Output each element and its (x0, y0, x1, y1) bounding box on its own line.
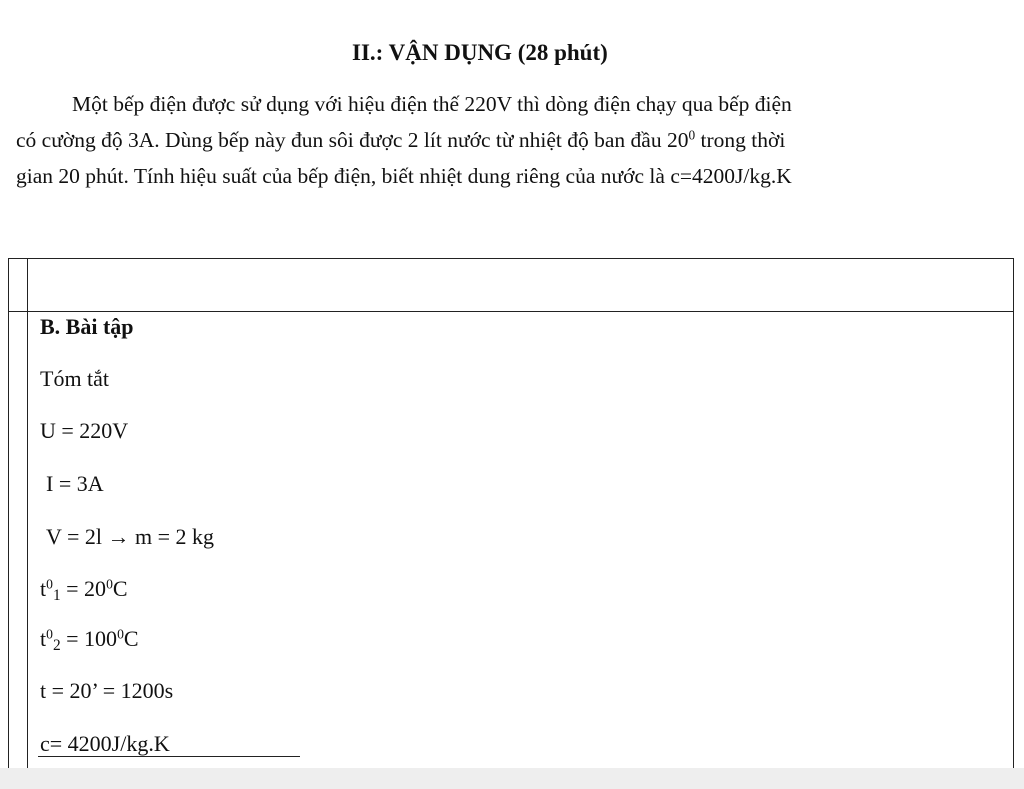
given-initial-temperature (40, 576, 128, 602)
problem-line-2 (16, 122, 1006, 158)
bottom-strip (0, 768, 1024, 789)
t2-symbol: t (40, 626, 47, 651)
section-heading: II.: VẬN DỤNG (28 phút) (352, 40, 608, 65)
t1-degree: 0 (46, 576, 53, 592)
given-final-temperature (40, 626, 139, 652)
given-current: I = 3A (46, 471, 104, 496)
problem-line-1: Một bếp điện được sử dụng với hiệu điện thế 220V thì dòng điện chạy qua bếp điện (72, 92, 792, 116)
problem-line-3: gian 20 phút. Tính hiệu suất của bếp điện, biết nhiệt dung riêng của nước là c=4200J/kg.K (16, 164, 792, 188)
degree-superscript: 0 (688, 127, 696, 143)
t2-value: = 100 (60, 626, 118, 651)
problem-line-2-tail: trong thời (695, 128, 786, 152)
t1-index: 1 (52, 586, 61, 604)
problem-statement (16, 86, 1006, 194)
table-row-divider (9, 311, 1013, 312)
t1-value-degree: 0 (106, 576, 113, 592)
t1-symbol: t (40, 576, 47, 601)
t2-index: 2 (52, 636, 61, 654)
t2-unit: C (123, 626, 139, 651)
given-voltage: U = 220V (40, 418, 129, 443)
given-volume-mass: V = 2l → m = 2 kg (46, 524, 215, 549)
t2-value-degree: 0 (117, 626, 124, 642)
given-specific-heat: c= 4200J/kg.K (40, 731, 170, 756)
solution-section-title: B. Bài tập (40, 314, 134, 339)
t1-value: = 20 (60, 576, 107, 601)
table-column-divider (27, 259, 28, 779)
summary-label: Tóm tắt (40, 366, 110, 391)
given-time: t = 20’ = 1200s (40, 678, 174, 703)
problem-line-2-text: có cường độ 3A. Dùng bếp này đun sôi được 2 lít nước từ nhiệt độ ban đầu 20 (16, 128, 689, 152)
t1-unit: C (112, 576, 128, 601)
summary-underline (38, 756, 300, 757)
t2-degree: 0 (46, 626, 53, 642)
